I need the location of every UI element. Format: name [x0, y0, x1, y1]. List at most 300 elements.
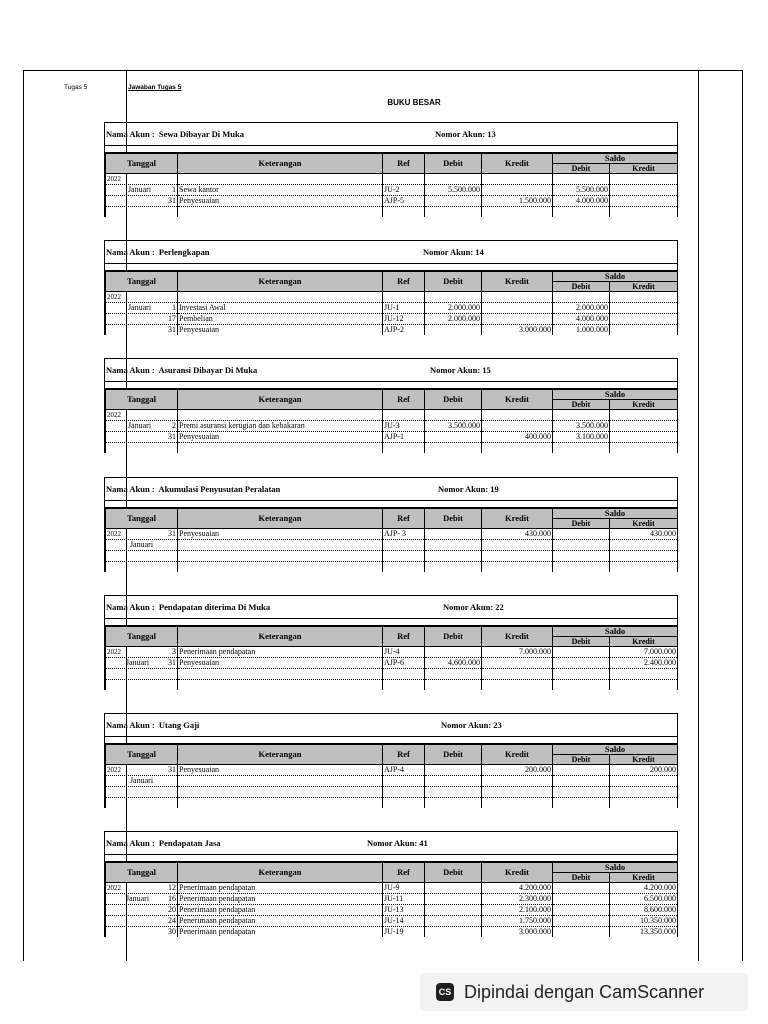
cell-saldo-debit [553, 905, 610, 916]
cell-kredit: 200.000 [482, 765, 553, 776]
ledger-account [104, 477, 678, 572]
cell-keterangan: Penerimaan pendapatan [178, 905, 383, 916]
col-header-tanggal: Tanggal [106, 390, 178, 410]
col-header-saldo: Saldo [553, 627, 678, 637]
cell-tanggal [106, 669, 178, 680]
col-header-tanggal: Tanggal [106, 745, 178, 765]
ledger-account [104, 713, 678, 808]
cell-ref: JU-13 [383, 905, 425, 916]
cell-saldo-debit [553, 551, 610, 562]
cell-keterangan: Sewa kantor [178, 185, 383, 196]
cell-debit [425, 292, 482, 303]
cell-tanggal [106, 443, 178, 454]
cell-day: 12 [168, 883, 176, 892]
cell-ref: AJP-4 [383, 765, 425, 776]
cell-saldo-debit [553, 776, 610, 787]
cell-saldo-kredit: 7.000.000 [610, 647, 678, 658]
cell-saldo-kredit [610, 680, 678, 691]
table-row [106, 174, 678, 185]
cell-kredit: 400.000 [482, 432, 553, 443]
tugas-label: Tugas 5 [64, 84, 88, 91]
cell-saldo-kredit [610, 185, 678, 196]
cell-keterangan [178, 292, 383, 303]
col-header-saldo: Saldo [553, 390, 678, 400]
cell-ref [383, 787, 425, 798]
cell-keterangan: Premi asuransi kerugian dan kebakaran [178, 421, 383, 432]
col-header-ref: Ref [383, 863, 425, 883]
col-header-saldo-debit: Debit [553, 873, 610, 883]
table-row [106, 658, 678, 669]
account-header [105, 832, 677, 855]
col-header-kredit: Kredit [482, 272, 553, 292]
cell-keterangan [178, 443, 383, 454]
cell-kredit [482, 551, 553, 562]
cell-kredit [482, 798, 553, 809]
cell-ref [383, 410, 425, 421]
cell-saldo-kredit [610, 292, 678, 303]
col-header-ref: Ref [383, 272, 425, 292]
cell-day: 3 [172, 647, 176, 656]
cell-keterangan: Penyesuaian [178, 325, 383, 336]
cell-tanggal [106, 185, 178, 196]
table-row [106, 787, 678, 798]
cell-day: 31 [168, 765, 176, 774]
cell-tanggal [106, 432, 178, 443]
cell-kredit: 1.750.000 [482, 916, 553, 927]
cell-ref: AJP-5 [383, 196, 425, 207]
cell-keterangan: Penyesuaian [178, 432, 383, 443]
account-number: Nomor Akun: 15 [430, 365, 491, 375]
account-header [105, 714, 677, 737]
col-header-keterangan: Keterangan [178, 390, 383, 410]
cell-debit [425, 325, 482, 336]
cell-saldo-kredit [610, 410, 678, 421]
cell-saldo-kredit: 2.400.000 [610, 658, 678, 669]
cell-debit [425, 647, 482, 658]
cell-ref: AJP-2 [383, 325, 425, 336]
cell-month: Januari [129, 776, 154, 785]
col-header-ref: Ref [383, 509, 425, 529]
cell-ref [383, 174, 425, 185]
cell-debit [425, 207, 482, 218]
cell-debit [425, 883, 482, 894]
cell-day: 1 [171, 303, 176, 312]
cell-saldo-debit [553, 765, 610, 776]
cell-kredit [482, 207, 553, 218]
account-number: Nomor Akun: 22 [443, 602, 504, 612]
cell-keterangan: Investasi Awal [178, 303, 383, 314]
cell-debit [425, 529, 482, 540]
col-header-saldo-debit: Debit [553, 282, 610, 292]
cell-day: 16 [167, 894, 176, 903]
cell-debit [425, 196, 482, 207]
cell-debit [425, 443, 482, 454]
col-header-saldo-kredit: Kredit [610, 755, 678, 765]
cell-debit: 2.000.000 [425, 314, 482, 325]
table-row [106, 529, 678, 540]
cell-day: 31 [168, 432, 176, 441]
cell-tanggal [106, 647, 178, 658]
col-header-ref: Ref [383, 154, 425, 174]
col-header-saldo-kredit: Kredit [610, 637, 678, 647]
cell-ref: JU-11 [383, 894, 425, 905]
cell-kredit [482, 292, 553, 303]
cell-debit [425, 787, 482, 798]
account-number: Nomor Akun: 13 [435, 129, 496, 139]
cell-saldo-kredit [610, 174, 678, 185]
cell-kredit: 2.300.000 [482, 894, 553, 905]
cell-ref [383, 443, 425, 454]
cell-tanggal [106, 303, 178, 314]
table-row [106, 883, 678, 894]
cell-ref [383, 798, 425, 809]
table-row [106, 314, 678, 325]
col-header-tanggal: Tanggal [106, 154, 178, 174]
cell-debit [425, 894, 482, 905]
table-row [106, 916, 678, 927]
cell-saldo-kredit: 4.200.000 [610, 883, 678, 894]
cell-debit [425, 916, 482, 927]
cell-kredit: 3.000.000 [482, 325, 553, 336]
cell-year: 2022 [107, 530, 121, 538]
cell-keterangan: Penyesuaian [178, 196, 383, 207]
cell-kredit [482, 314, 553, 325]
cell-day: 20 [168, 905, 176, 914]
cell-saldo-kredit [610, 325, 678, 336]
cell-debit: 2.000.000 [425, 303, 482, 314]
cell-saldo-debit [553, 787, 610, 798]
cell-kredit [482, 185, 553, 196]
cell-saldo-debit [553, 207, 610, 218]
col-header-saldo: Saldo [553, 272, 678, 282]
table-row [106, 325, 678, 336]
cell-kredit [482, 303, 553, 314]
cell-debit [425, 927, 482, 938]
cell-saldo-debit: 4.000.000 [553, 314, 610, 325]
cell-tanggal [106, 765, 178, 776]
cell-tanggal [106, 883, 178, 894]
table-row [106, 185, 678, 196]
col-header-kredit: Kredit [482, 745, 553, 765]
cell-saldo-kredit [610, 787, 678, 798]
cell-ref [383, 540, 425, 551]
cell-day: 24 [168, 916, 176, 925]
cell-saldo-debit [553, 658, 610, 669]
col-header-kredit: Kredit [482, 863, 553, 883]
spacer [105, 264, 677, 271]
col-header-saldo-kredit: Kredit [610, 519, 678, 529]
table-row [106, 680, 678, 691]
ledger-account [104, 122, 678, 217]
cell-saldo-kredit [610, 540, 678, 551]
ledger-table [105, 744, 678, 808]
col-header-keterangan: Keterangan [178, 863, 383, 883]
cell-keterangan: Penerimaan pendapatan [178, 883, 383, 894]
cell-ref [383, 551, 425, 562]
cell-saldo-kredit: 10.350.000 [610, 916, 678, 927]
col-header-saldo: Saldo [553, 863, 678, 873]
cell-day: 31 [167, 658, 176, 667]
cell-ref [383, 562, 425, 573]
cell-debit [425, 798, 482, 809]
spacer [105, 855, 677, 862]
cell-saldo-debit: 1.000.000 [553, 325, 610, 336]
col-header-debit: Debit [425, 272, 482, 292]
cell-ref [383, 680, 425, 691]
col-header-saldo-debit: Debit [553, 519, 610, 529]
account-name: Nama Akun : Asuransi Dibayar Di Muka [106, 365, 258, 375]
col-header-ref: Ref [383, 627, 425, 647]
cell-day: 31 [168, 529, 176, 538]
cell-day: 17 [168, 314, 176, 323]
cell-saldo-debit: 2.000.000 [553, 303, 610, 314]
cell-day: 31 [168, 325, 176, 334]
col-header-saldo-debit: Debit [553, 164, 610, 174]
table-row [106, 776, 678, 787]
account-header [105, 359, 677, 382]
cell-keterangan [178, 540, 383, 551]
account-header [105, 596, 677, 619]
cell-keterangan [178, 562, 383, 573]
col-header-saldo-kredit: Kredit [610, 873, 678, 883]
cell-saldo-kredit: 200.000 [610, 765, 678, 776]
cell-keterangan: Penyesuaian [178, 529, 383, 540]
col-header-saldo-debit: Debit [553, 400, 610, 410]
cell-saldo-kredit [610, 432, 678, 443]
ledger-table [105, 626, 678, 690]
cell-tanggal [106, 410, 178, 421]
cell-day: 30 [168, 927, 176, 936]
cell-saldo-debit [553, 927, 610, 938]
cell-tanggal [106, 314, 178, 325]
account-header [105, 241, 677, 264]
cell-saldo-kredit [610, 443, 678, 454]
col-header-ref: Ref [383, 390, 425, 410]
cell-saldo-debit: 3.100.000 [553, 432, 610, 443]
col-header-saldo: Saldo [553, 745, 678, 755]
cell-kredit [482, 540, 553, 551]
camscanner-text: Dipindai dengan CamScanner [464, 981, 705, 1002]
ledger-account [104, 358, 678, 453]
account-name: Nama Akun : Sewa Dibayar Di Muka [106, 129, 244, 139]
table-row [106, 905, 678, 916]
cell-keterangan [178, 669, 383, 680]
account-name: Nama Akun : Pendapatan Jasa [106, 838, 221, 848]
cell-tanggal [106, 680, 178, 691]
cell-saldo-debit [553, 894, 610, 905]
camscanner-icon: CS [436, 983, 454, 1001]
cell-saldo-kredit: 8.600.000 [610, 905, 678, 916]
cell-saldo-debit [553, 916, 610, 927]
col-header-saldo-debit: Debit [553, 637, 610, 647]
ledger-table [105, 862, 678, 937]
account-number: Nomor Akun: 19 [438, 484, 499, 494]
col-header-debit: Debit [425, 390, 482, 410]
cell-tanggal [106, 529, 178, 540]
col-header-keterangan: Keterangan [178, 272, 383, 292]
table-row [106, 894, 678, 905]
account-number: Nomor Akun: 41 [367, 838, 428, 848]
table-row [106, 669, 678, 680]
table-row [106, 410, 678, 421]
cell-debit [425, 680, 482, 691]
account-name: Nama Akun : Perlengkapan [106, 247, 210, 257]
cell-saldo-debit [553, 529, 610, 540]
cell-keterangan: Pembelian [178, 314, 383, 325]
cell-tanggal [106, 562, 178, 573]
col-header-saldo: Saldo [553, 509, 678, 519]
cell-tanggal [106, 658, 178, 669]
cell-saldo-debit: 4.000.000 [553, 196, 610, 207]
ledger-account [104, 240, 678, 335]
col-header-kredit: Kredit [482, 154, 553, 174]
table-row [106, 562, 678, 573]
spacer [105, 737, 677, 744]
ledger-table [105, 271, 678, 335]
cell-month: Januari [125, 894, 150, 903]
jawaban-label: Jawaban Tugas 5 [128, 84, 182, 91]
cell-ref: JU-3 [383, 421, 425, 432]
cell-saldo-debit [553, 443, 610, 454]
cell-saldo-debit: 3.500.000 [553, 421, 610, 432]
cell-kredit: 4.200.000 [482, 883, 553, 894]
col-header-saldo-kredit: Kredit [610, 164, 678, 174]
cell-month: Januari [127, 421, 152, 430]
cell-debit [425, 410, 482, 421]
ledger-account [104, 831, 678, 937]
cell-kredit [482, 669, 553, 680]
cell-year: 2022 [107, 411, 121, 419]
cell-ref: AJP- 3 [383, 529, 425, 540]
cell-kredit [482, 410, 553, 421]
cell-saldo-debit [553, 883, 610, 894]
cell-saldo-kredit [610, 551, 678, 562]
cell-saldo-kredit [610, 303, 678, 314]
cell-month: Januari [129, 540, 154, 549]
account-header [105, 478, 677, 501]
cell-keterangan [178, 207, 383, 218]
table-row [106, 927, 678, 938]
cell-tanggal [106, 207, 178, 218]
cell-debit [425, 551, 482, 562]
table-row [106, 765, 678, 776]
col-header-keterangan: Keterangan [178, 154, 383, 174]
cell-keterangan [178, 551, 383, 562]
cell-saldo-kredit [610, 314, 678, 325]
table-row [106, 421, 678, 432]
cell-year: 2022 [107, 884, 121, 892]
cell-saldo-kredit [610, 798, 678, 809]
cell-saldo-debit [553, 540, 610, 551]
cell-kredit [482, 776, 553, 787]
account-number: Nomor Akun: 14 [423, 247, 484, 257]
cell-ref: JU-9 [383, 883, 425, 894]
cell-tanggal [106, 916, 178, 927]
cell-kredit: 2.100.000 [482, 905, 553, 916]
cell-year: 2022 [107, 175, 121, 183]
cell-kredit [482, 443, 553, 454]
col-header-saldo-kredit: Kredit [610, 400, 678, 410]
cell-debit [425, 540, 482, 551]
cell-kredit: 7.000.000 [482, 647, 553, 658]
cell-saldo-kredit [610, 776, 678, 787]
col-header-kredit: Kredit [482, 627, 553, 647]
cell-saldo-debit [553, 680, 610, 691]
account-name: Nama Akun : Pendapatan diterima Di Muka [106, 602, 271, 612]
cell-tanggal [106, 174, 178, 185]
cell-kredit [482, 174, 553, 185]
col-header-tanggal: Tanggal [106, 272, 178, 292]
table-row [106, 292, 678, 303]
spacer [105, 619, 677, 626]
col-header-saldo: Saldo [553, 154, 678, 164]
cell-saldo-kredit: 6.500.000 [610, 894, 678, 905]
cell-saldo-debit [553, 669, 610, 680]
cell-keterangan: Penerimaan pendapatan [178, 894, 383, 905]
col-header-debit: Debit [425, 863, 482, 883]
page-title: BUKU BESAR [387, 98, 441, 107]
cell-kredit: 1.500.000 [482, 196, 553, 207]
cell-debit: 5.500.000 [425, 185, 482, 196]
cell-debit [425, 905, 482, 916]
cell-keterangan: Penyesuaian [178, 765, 383, 776]
col-header-ref: Ref [383, 745, 425, 765]
cell-ref: JU-2 [383, 185, 425, 196]
col-header-tanggal: Tanggal [106, 863, 178, 883]
cell-day: 31 [168, 196, 176, 205]
col-header-tanggal: Tanggal [106, 627, 178, 647]
cell-ref: AJP-6 [383, 658, 425, 669]
cell-ref [383, 669, 425, 680]
cell-saldo-kredit [610, 562, 678, 573]
table-row [106, 443, 678, 454]
cell-tanggal [106, 905, 178, 916]
col-header-keterangan: Keterangan [178, 745, 383, 765]
cell-keterangan: Penyesuaian [178, 658, 383, 669]
cell-debit [425, 776, 482, 787]
cell-saldo-kredit: 13.350.000 [610, 927, 678, 938]
cell-ref: JU-19 [383, 927, 425, 938]
cell-keterangan [178, 174, 383, 185]
col-header-kredit: Kredit [482, 390, 553, 410]
cell-kredit: 430.000 [482, 529, 553, 540]
cell-ref: AJP-1 [383, 432, 425, 443]
col-header-saldo-kredit: Kredit [610, 282, 678, 292]
cell-debit [425, 765, 482, 776]
col-header-tanggal: Tanggal [106, 509, 178, 529]
cell-tanggal [106, 292, 178, 303]
ledger-table [105, 389, 678, 453]
cell-saldo-debit [553, 647, 610, 658]
cell-debit [425, 562, 482, 573]
cell-tanggal [106, 927, 178, 938]
cell-saldo-debit [553, 410, 610, 421]
cell-debit [425, 174, 482, 185]
cell-month: Januari [125, 658, 150, 667]
cell-ref [383, 207, 425, 218]
cell-ref [383, 292, 425, 303]
cell-keterangan [178, 798, 383, 809]
cell-tanggal [106, 894, 178, 905]
cell-ref: JU-14 [383, 916, 425, 927]
col-header-saldo-debit: Debit [553, 755, 610, 765]
cell-ref: JU-12 [383, 314, 425, 325]
cell-debit: 4.600.000 [425, 658, 482, 669]
cell-year: 2022 [107, 648, 121, 656]
table-row [106, 647, 678, 658]
cell-kredit [482, 787, 553, 798]
table-row [106, 207, 678, 218]
